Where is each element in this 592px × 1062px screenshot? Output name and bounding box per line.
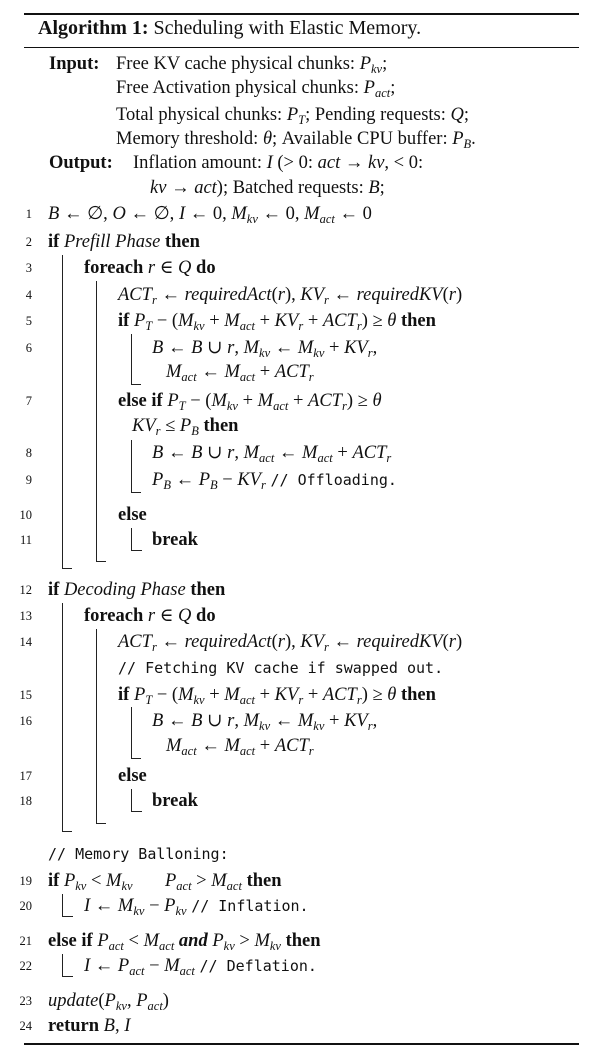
- code-line-ballooning-comment: [48, 843, 229, 865]
- code-line-6-cont: $M_{act}$ ← $M_{act} + ACT_r$: [166, 362, 314, 384]
- block-end-decoding-if: [62, 831, 72, 832]
- code-line-19: if $P_{kv} < M_{kv}$ $P_{act} > M_{act}$ then: [48, 871, 282, 893]
- line-number: 5: [25, 314, 32, 328]
- code-line-11: break: [152, 530, 198, 550]
- header-rule: [24, 47, 579, 48]
- code-line-21: else if $P_{act} < M_{act}$ and $P_{kv} > M_{kv}$ then: [48, 931, 321, 953]
- line-number: 12: [19, 583, 32, 597]
- block-grip-else-18: [131, 789, 142, 812]
- line-number: 22: [19, 959, 32, 973]
- block-grip-else-11: [131, 528, 142, 551]
- input-label: Input:: [49, 54, 100, 74]
- line-number: 4: [25, 288, 32, 302]
- line-number: 10: [19, 508, 32, 522]
- code-line-16-cont: $M_{act}$ ← $M_{act} + ACT_r$: [166, 736, 314, 758]
- code-line-22: I ← $P_{act} - M_{act}$ // Deflation.: [84, 956, 317, 978]
- line-number: 7: [25, 394, 32, 408]
- block-end-prefill-foreach: [96, 561, 106, 562]
- block-grip-deflation-22: [62, 954, 73, 977]
- input-line-2: Free Activation physical chunks: $P_{act}$;: [116, 78, 396, 100]
- line-number: 3: [25, 261, 32, 275]
- input-line-1: Free KV cache physical chunks: $P_{kv}$;: [116, 54, 388, 76]
- comment-ballooning: // Memory Balloning:: [48, 845, 229, 863]
- block-end-decoding-foreach: [96, 823, 106, 824]
- algorithm-title-text: Scheduling with Elastic Memory.: [153, 17, 422, 39]
- code-line-15: if $P_T - (M_{kv} + M_{act} + KV_r + ACT_r) \ge \theta$ then: [118, 685, 436, 707]
- decoding-phase-label: Decoding Phase: [63, 580, 186, 600]
- line-number: 2: [25, 235, 32, 249]
- code-line-2: if Prefill Phase then: [48, 232, 200, 252]
- algorithm-title-prefix: Algorithm 1:: [38, 17, 149, 39]
- line-number: 14: [19, 635, 32, 649]
- line-number: 1: [25, 207, 32, 221]
- block-end-then-16: [131, 758, 141, 759]
- code-line-7: else if $P_T - (M_{kv} + M_{act} + ACT_r) \ge \theta$: [118, 391, 382, 413]
- block-end-else-if-8-9: [131, 492, 141, 493]
- output-line-1: Inflation amount: I (> 0: act → kv, < 0:: [133, 153, 424, 173]
- algorithm-title: [38, 17, 421, 40]
- line-number: 19: [19, 874, 32, 888]
- line-number: 17: [19, 769, 32, 783]
- output-line-2: kv → act); Batched requests: B;: [150, 178, 385, 198]
- code-line-8: B ← B ∪ r, $M_{act}$ ← $M_{act} + ACT_r$: [152, 443, 392, 465]
- code-line-17: else: [118, 766, 147, 786]
- block-grip-inflation-20: [62, 894, 73, 917]
- code-line-3: foreach r ∈ Q do: [84, 258, 216, 278]
- line-number: 9: [25, 473, 32, 487]
- line-number: 15: [19, 688, 32, 702]
- input-line-3: Total physical chunks: $P_T$; Pending requests: Q;: [116, 105, 470, 127]
- block-line-then-6: [131, 334, 132, 384]
- line-number: 8: [25, 446, 32, 460]
- input-line-4: Memory threshold: θ; Available CPU buffer: $P_B$.: [116, 129, 476, 151]
- code-line-24: return B, I: [48, 1016, 131, 1036]
- block-line-prefill-if: [62, 255, 63, 568]
- bottom-rule: [24, 1043, 579, 1045]
- block-end-then-6: [131, 384, 141, 385]
- code-line-1: B ← ∅, O ← ∅, I ← 0, $M_{kv}$ ← 0, $M_{act}$ ← 0: [48, 204, 372, 226]
- comment-offloading: // Offloading.: [270, 471, 397, 489]
- line-number: 24: [19, 1019, 32, 1033]
- code-line-7-cont: $KV_r \le P_B$ then: [132, 416, 239, 438]
- comment-deflation: // Deflation.: [199, 957, 317, 975]
- code-line-6: B ← B ∪ r, $M_{kv}$ ← $M_{kv} + KV_r$,: [152, 338, 378, 360]
- block-line-prefill-foreach: [96, 281, 97, 561]
- comment-fetching: // Fetching KV cache if swapped out.: [118, 659, 444, 677]
- block-line-decoding-foreach: [96, 629, 97, 823]
- code-line-4: $ACT_r$ ← requiredAct(r), $KV_r$ ← requiredKV(r): [118, 285, 463, 307]
- code-line-10: else: [118, 505, 147, 525]
- code-line-18: break: [152, 791, 198, 811]
- top-rule: [24, 13, 579, 15]
- line-number: 13: [19, 609, 32, 623]
- line-number: 16: [19, 714, 32, 728]
- block-line-decoding-if: [62, 603, 63, 831]
- code-line-14-comment: [118, 657, 443, 679]
- line-number: 21: [19, 934, 32, 948]
- line-number: 6: [25, 341, 32, 355]
- block-line-else-if-8-9: [131, 440, 132, 492]
- comment-inflation: // Inflation.: [191, 897, 309, 915]
- code-line-14: $ACT_r$ ← requiredAct(r), $KV_r$ ← requiredKV(r): [118, 632, 463, 654]
- line-number: 23: [19, 994, 32, 1008]
- code-line-20: I ← $M_{kv} - P_{kv}$ // Inflation.: [84, 896, 309, 918]
- code-line-13: foreach r ∈ Q do: [84, 606, 216, 626]
- code-line-12: if Decoding Phase then: [48, 580, 226, 600]
- line-number: 11: [19, 533, 32, 547]
- block-end-prefill-if: [62, 568, 72, 569]
- code-line-9: $P_B$ ← $P_B - KV_r$ // Offloading.: [152, 470, 397, 492]
- code-line-16: B ← B ∪ r, $M_{kv}$ ← $M_{kv} + KV_r$,: [152, 711, 378, 733]
- code-line-23: $update(P_{kv}$, $P_{act}$): [48, 991, 169, 1013]
- output-label: Output:: [49, 153, 113, 173]
- block-line-then-16: [131, 707, 132, 758]
- code-line-5: if $P_T - (M_{kv} + M_{act} + KV_r + ACT_r) \ge \theta$ then: [118, 311, 436, 333]
- line-number: 20: [19, 899, 32, 913]
- prefill-phase-label: Prefill Phase: [63, 232, 161, 252]
- line-number: 18: [19, 794, 32, 808]
